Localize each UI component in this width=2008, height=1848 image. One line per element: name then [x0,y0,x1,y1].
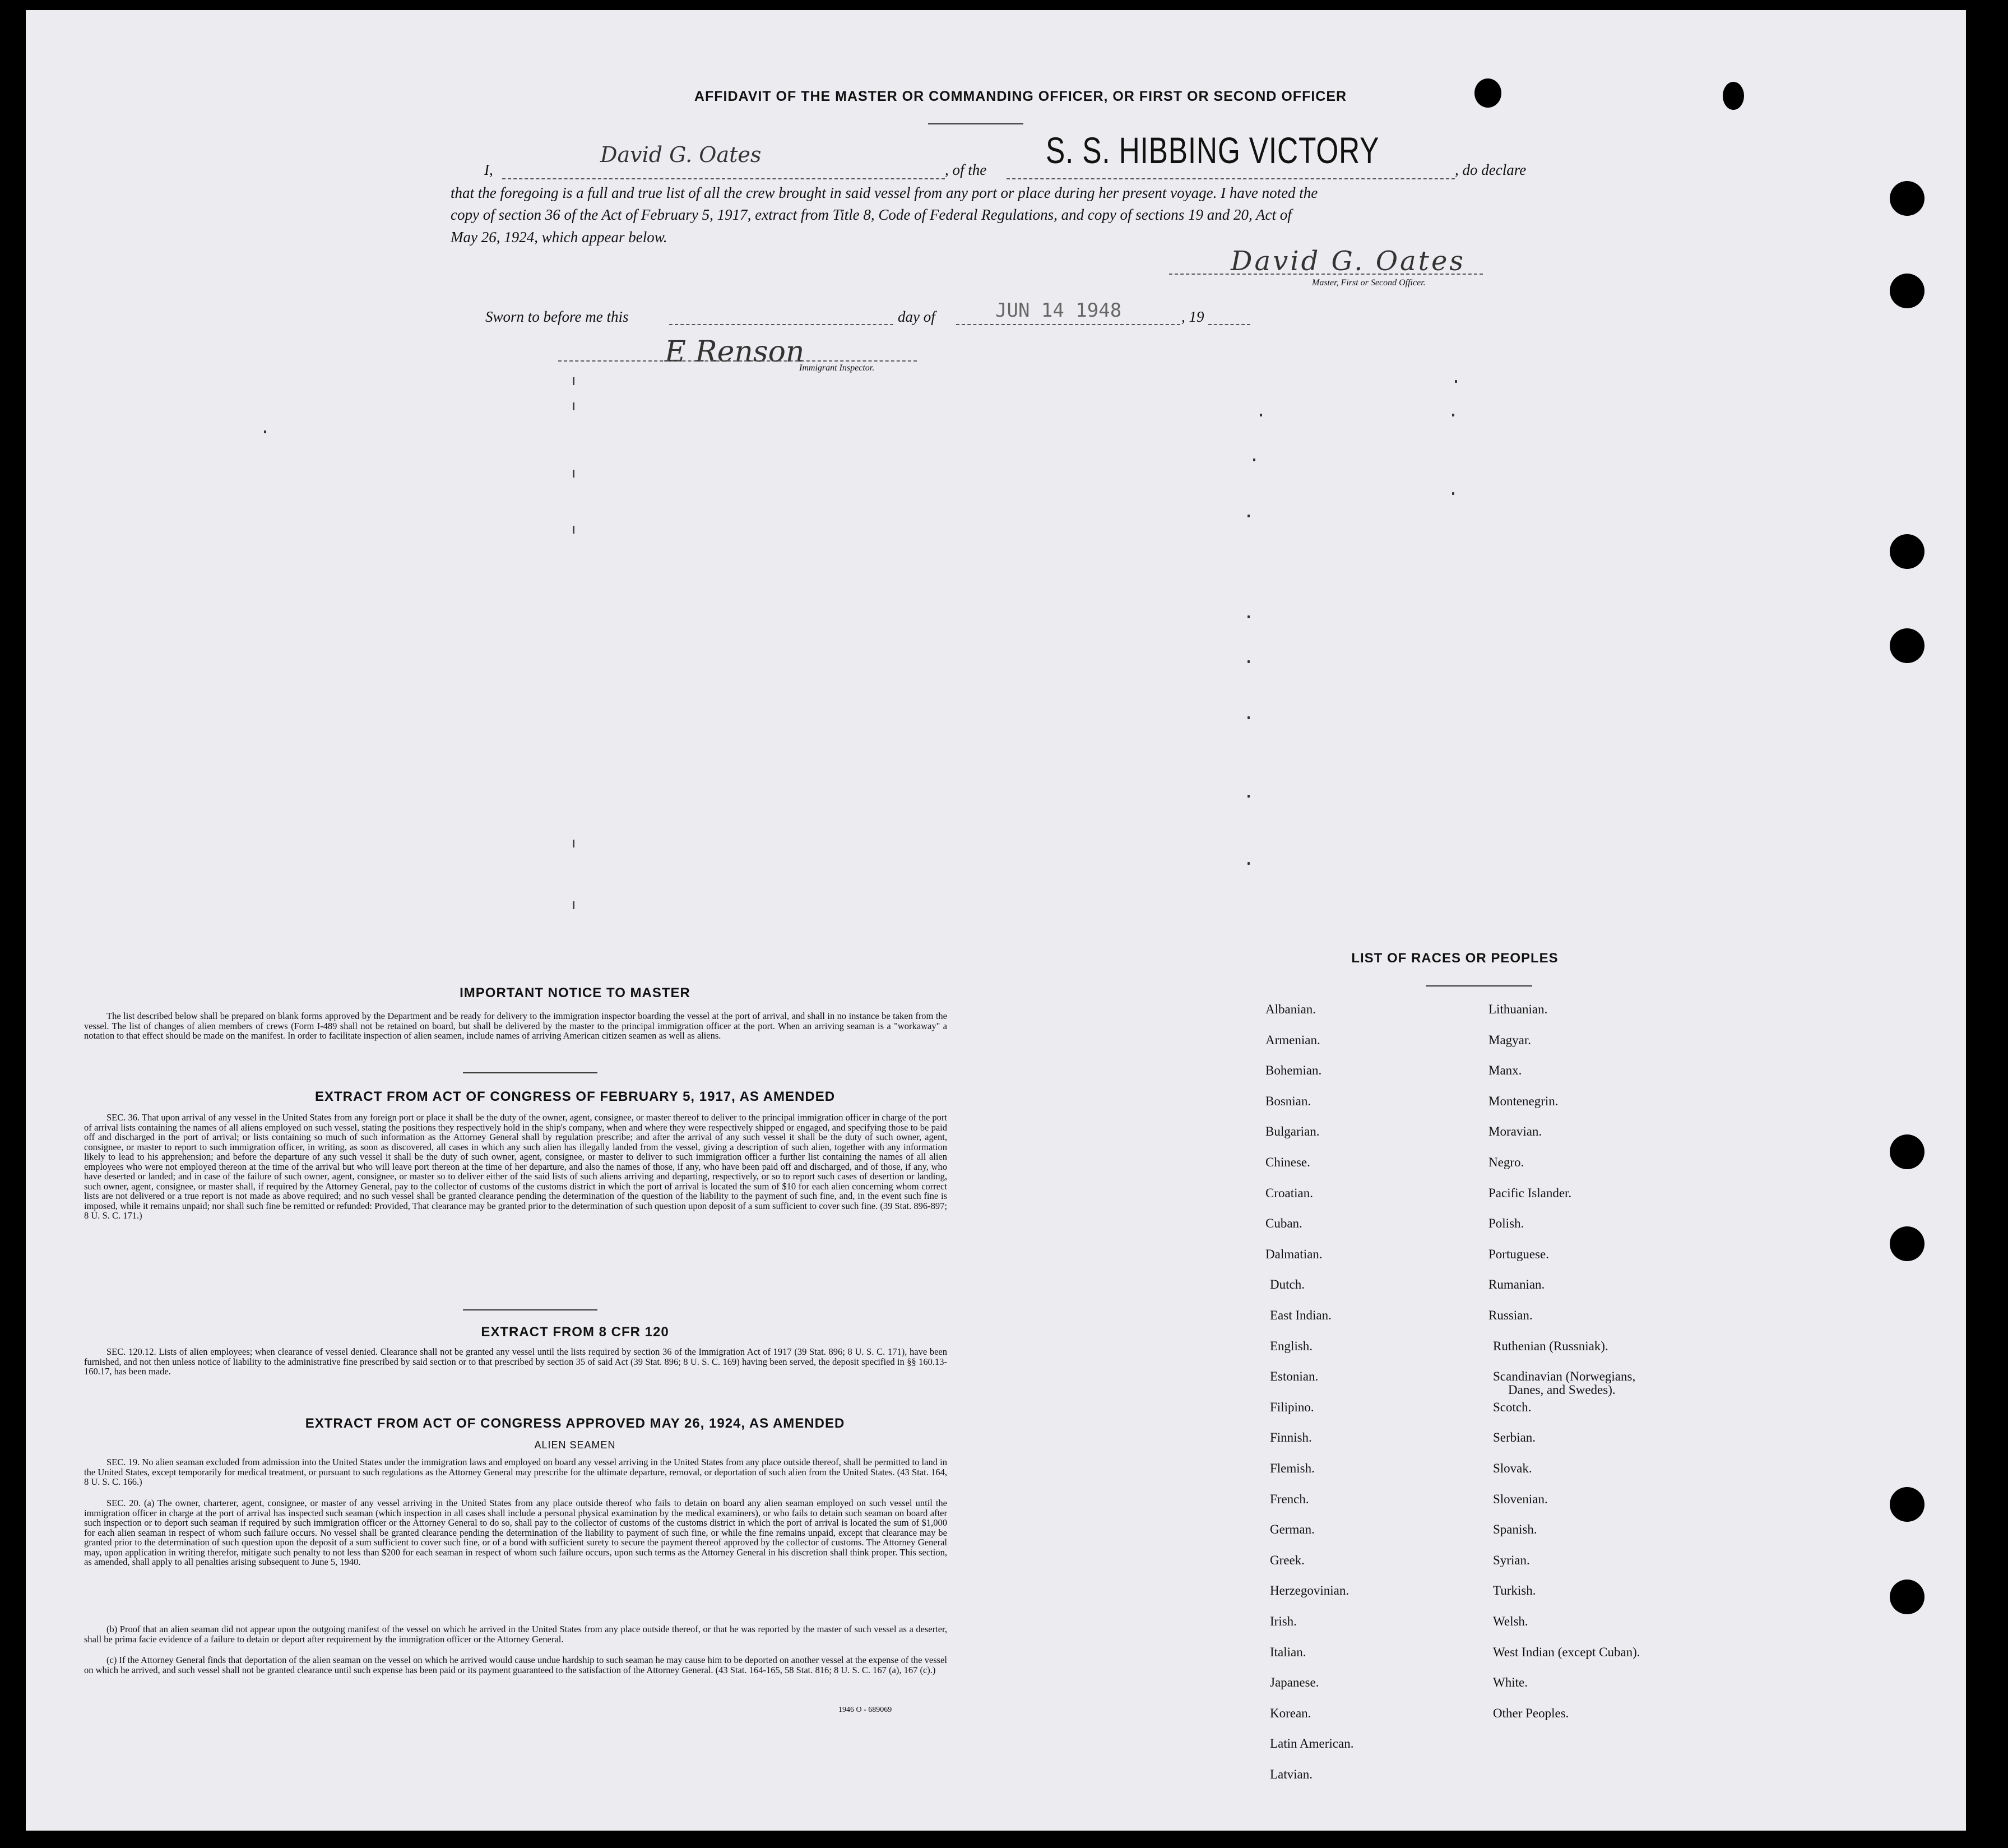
ship-name: S. S. HIBBING VICTORY [1046,129,1380,171]
race-item: Slovenian. [1493,1492,1548,1506]
notice-heading: IMPORTANT NOTICE TO MASTER [460,985,690,1001]
race-item: Pacific Islander. [1488,1185,1572,1200]
punch-hole [1890,1580,1924,1614]
race-item: Manx. [1488,1063,1522,1078]
extract-1917-heading: EXTRACT FROM ACT OF CONGRESS OF FEBRUARY 5, 1917, AS AMENDED [314,1089,836,1104]
race-item: English. [1270,1338,1313,1353]
race-item: Japanese. [1270,1675,1319,1690]
speck [573,901,574,909]
speck [264,430,266,433]
extract-cfr-body: SEC. 120.12. Lists of alien employees; when clearance of vessel denied. Clearance shall not be granted any vessel until the lists required by section 36 of the Immigration Act of 1917 (39 Stat. 896; 8 U. S. C. 171), have been furnished, and not then unless notice of liability to the administrative fine prescribed by said section or to that prescribed by section 35 of said Act (39 Stat. 896; 8 U. S. C. 169) having been served, the deposit specified in §§ 160.13-160.17, has been made. [84,1346,947,1377]
race-item: Greek. [1270,1553,1305,1567]
race-item: Russian. [1488,1308,1533,1322]
race-item: Polish. [1488,1216,1524,1231]
race-item: Negro. [1488,1155,1524,1169]
master-caption: Master, First or Second Officer. [1312,278,1426,288]
race-item: Lithuanian. [1488,1002,1548,1016]
race-item: Syrian. [1493,1553,1530,1567]
race-item: Finnish. [1270,1430,1312,1445]
race-item: West Indian (except Cuban). [1493,1645,1640,1659]
document-page [26,10,1966,1831]
declaration-line-3: copy of section 36 of the Act of February 5, 1917, extract from Title 8, Code of Federal Regulations, and copy of sections 19 and 20, Act of [451,206,1292,223]
master-signature: David G. Oates [1231,246,1466,277]
race-item: Filipino. [1270,1400,1314,1414]
inspector-caption: Immigrant Inspector. [799,363,875,373]
punch-hole [1890,534,1924,569]
inspector-line [558,360,917,362]
punch-hole [1890,628,1924,663]
race-item: Latin American. [1270,1736,1354,1751]
race-item: Italian. [1270,1645,1306,1659]
speck [1248,515,1250,517]
race-item: Bohemian. [1265,1063,1322,1078]
i-label: I, [484,161,493,178]
speck [573,402,574,410]
affidavit-title: AFFIDAVIT OF THE MASTER OR COMMANDING OFFICER, OR FIRST OR SECOND OFFICER [694,89,1347,104]
race-item: Slovak. [1493,1461,1532,1475]
race-item: Turkish. [1493,1583,1536,1598]
sec-19-body: SEC. 19. No alien seaman excluded from admission into the United States under the immigration laws and employed on board any vessel arriving in the United States from any place outside thereof, shall be permitted to land in the United States, except temporarily for medical treatment, or pursuant to such regulations as the Attorney General may prescribe for the ultimate departure, removal, or deportation of such alien from the United States. (43 Stat. 164, 8 U. S. C. 166.) [84,1457,947,1487]
speck [1452,492,1454,495]
of-the-label: , of the [945,161,987,178]
races-heading: LIST OF RACES OR PEOPLES [1351,951,1559,966]
punch-hole [1890,1226,1924,1261]
punch-hole [1890,181,1924,216]
race-item: Armenian. [1265,1032,1320,1047]
speck [1248,862,1250,865]
sec-20b-body: (b) Proof that an alien seaman did not appear upon the outgoing manifest of the vessel on which he arrived in the United States from any place outside thereof, or that he was reported by the master of such vessel as a deserter, shall be prima facie evidence of a failure to detain or deport after requirement by the immigration officer or the Attorney General. [84,1624,947,1645]
speck [1248,660,1250,663]
speck [1455,380,1457,383]
day-of-label: day of [898,308,935,325]
race-item: Scandinavian (Norwegians, [1493,1369,1636,1384]
extract-1924-heading: EXTRACT FROM ACT OF CONGRESS APPROVED MAY 26, 1924, AS AMENDED [305,1416,845,1431]
sec-20c-body: (c) If the Attorney General finds that deportation of the alien seaman on the vessel on which he arrived would cause undue hardship to such seaman he may cause him to be deported on another vessel at the expense of the vessel on which he arrived, and such vessel shall not be granted clearance until such expense has been paid or its payment guaranteed to the satisfaction of the Attorney General. (43 Stat. 164-165, 58 Stat. 816; 8 U. S. C. 167 (a), 167 (c).) [84,1655,947,1675]
speck [1452,414,1454,416]
race-item: Irish. [1270,1614,1297,1628]
punch-hole [1723,82,1744,110]
speck [573,377,574,385]
race-item: Serbian. [1493,1430,1536,1445]
race-item: Bosnian. [1265,1094,1311,1108]
race-item: Moravian. [1488,1124,1542,1139]
race-item: White. [1493,1675,1528,1690]
punch-hole [1890,1487,1924,1522]
race-item: Portuguese. [1488,1247,1549,1261]
race-item: Dalmatian. [1265,1247,1323,1261]
speck [573,840,574,847]
speck [1260,414,1262,416]
race-item: Rumanian. [1488,1277,1545,1292]
race-item: Herzegovinian. [1270,1583,1350,1598]
speck [573,470,574,478]
race-item: German. [1270,1522,1315,1537]
race-item: Spanish. [1493,1522,1537,1537]
race-item: French. [1270,1492,1309,1506]
sworn-year-line [1208,324,1250,325]
race-item: Dutch. [1270,1277,1305,1292]
race-item: East Indian. [1270,1308,1332,1322]
sworn-label: Sworn to before me this [485,308,629,325]
race-item: Estonian. [1270,1369,1319,1384]
race-item: Danes, and Swedes). [1508,1383,1616,1397]
race-item: Latvian. [1270,1767,1313,1781]
do-declare-label: , do declare [1455,161,1527,178]
inspector-signature: E Renson [665,335,805,369]
date-stamp: JUN 14 1948 [995,299,1122,322]
speck [1248,716,1250,719]
divider [463,1072,597,1073]
speck [573,526,574,534]
race-item: Magyar. [1488,1032,1532,1047]
year-label: , 19 [1181,308,1204,325]
race-item: Scotch. [1493,1400,1532,1414]
declaration-line-4: May 26, 1924, which appear below. [451,229,667,246]
notice-body: The list described below shall be prepared on blank forms approved by the Department and be ready for delivery to the immigration inspector boarding the vessel at the port of arrival, and shall in no instance be taken from the vessel. The list of changes of alien members of crews (Form I-489 shall not be retained on board, but shall be delivered by the master to the principal immigration officer at the port. When an arriving seaman is a "workaway" a notation to that effect should be made on the manifest. In order to facilitate inspection of alien seamen, include names of arriving American citizen seamen as well as aliens. [84,1011,947,1041]
race-item: Albanian. [1265,1002,1316,1016]
sec-20a-body: SEC. 20. (a) The owner, charterer, agent, consignee, or master of any vessel arriving in the United States from any place outside thereof who fails to detain on board any alien seaman employed on such vessel until the immigration officer in charge at the port of arrival has inspected such seaman (which inspection in all cases shall include a personal physical examination by the medical examiners), or who fails to detain such seaman on board after such inspection or to deport such seaman if required by such immigration officer or the Attorney General to do so, shall pay to the collector of customs of the customs district in which the port of arrival is located the sum of $1,000 for each alien seaman in respect of whom such failure occurs. No vessel shall be granted clearance pending the determination of the liability to payment of such fine, or while the fine remains unpaid, except that clearance may be granted prior to the determination of such question upon the deposit of a sum sufficient to cover such fine, or of a bond with sufficient surety to secure the payment thereof approved by the collector of customs. The Attorney General may, upon application in writing therefor, mitigate such penalty to not less than $200 for each seaman in respect of whom such failure occurs, upon such terms as the Attorney General in his discretion shall think proper. This section, as amended, shall apply to all penalties arising subsequent to June 5, 1940. [84,1498,947,1567]
race-item: Croatian. [1265,1185,1313,1200]
vessel-line [1007,178,1455,179]
race-item: Korean. [1270,1706,1311,1720]
print-code: 1946 O - 689069 [838,1706,892,1714]
race-item: Welsh. [1493,1614,1528,1628]
race-item: Chinese. [1265,1155,1310,1169]
title-rule [928,123,1023,124]
race-item: Other Peoples. [1493,1706,1569,1720]
race-item: Bulgarian. [1265,1124,1320,1139]
sworn-day-line [669,324,893,325]
punch-hole [1890,274,1924,308]
alien-seamen-subheading: ALIEN SEAMEN [534,1439,616,1451]
extract-1917-body: SEC. 36. That upon arrival of any vessel in the United States from any foreign port or place it shall be the duty of the owner, agent, consignee, or master thereof to deliver to the principal immigration officer in charge of the port of arrival lists containing the names of all aliens employed on such vessel, stating the positions they respectively hold in the ship's company, when and where they were respectively shipped or engaged, and specifying those to be paid off and discharged in the port of arrival; or lists containing so much of such information as the Attorney General shall by regulation prescribe; and after the arrival of any such vessel it shall be the duty of such owner, agent, consignee, or master to report to such immigration officer, in writing, as soon as discovered, all cases in which any such alien has illegally landed from the vessel, giving a description of such alien, together with any information likely to lead to his apprehension; and before the departure of any such vessel it shall be the duty of such owner, agent, consignee, or master to deliver to such immigration officer a further list containing the names of all alien employees who were not employed thereon at the time of the arrival but who will leave port thereon at the time of her departure, and also the names of those, if any, who have been paid off and discharged, and of those, if any, who have deserted or landed; and in case of the failure of such owner, agent, consignee, or master so to deliver either of the said lists of such aliens arriving and departing, respectively, or so to report such cases of desertion or landing, such owner, agent, consignee, or master shall, if required by the Attorney General, pay to the collector of customs of the customs district in which the port of arrival is located the sum of $10 for each alien concerning whom correct lists are not delivered or a true report is not made as above required; and no such vessel shall be granted clearance pending the determination of the question of the liability to the payment of such fine, and, in the event such fine is imposed, while it remains unpaid; nor shall such fine be remitted or refunded: Provided, That clearance may be granted prior to the determination of such question upon deposit of a sum sufficient to cover such fine. (39 Stat. 896-897; 8 U. S. C. 171.) [84,1112,947,1221]
name-line [502,178,945,179]
sworn-month-line [956,324,1180,325]
speck [1253,458,1255,461]
races-rule [1426,985,1532,986]
punch-hole [1890,1134,1924,1169]
master-signature-line [1169,274,1483,275]
divider [463,1309,597,1310]
extract-cfr-heading: EXTRACT FROM 8 CFR 120 [481,1324,669,1340]
declaration-line-2: that the foregoing is a full and true list of all the crew brought in said vessel from any port or place during her present voyage. I have noted the [451,184,1318,201]
race-item: Cuban. [1265,1216,1302,1231]
race-item: Flemish. [1270,1461,1315,1475]
race-item: Montenegrin. [1488,1094,1559,1108]
officer-name-handwritten: David G. Oates [600,142,762,167]
speck [1248,615,1250,618]
speck [1248,795,1250,798]
race-item: Ruthenian (Russniak). [1493,1338,1608,1353]
